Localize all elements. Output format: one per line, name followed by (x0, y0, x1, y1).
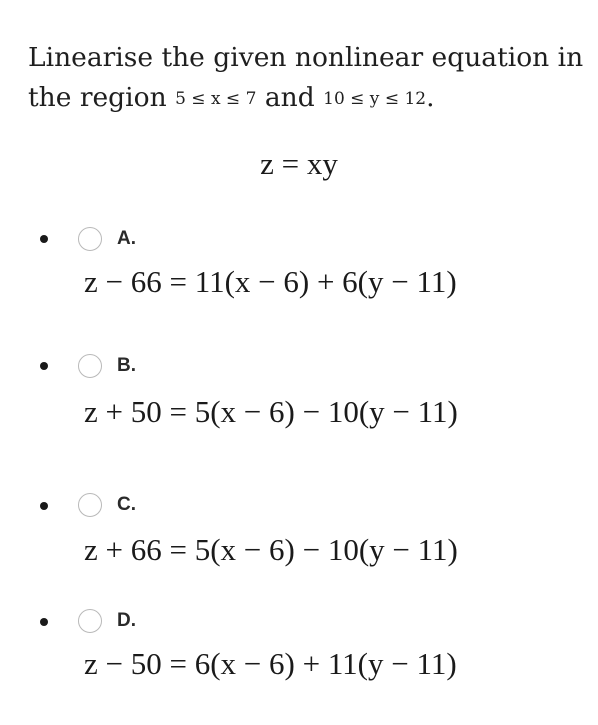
question-and: and (264, 82, 315, 113)
option-d-radio[interactable] (78, 609, 102, 633)
region-x-range: 5 ≤ x ≤ 7 (175, 89, 257, 109)
question-line-2 (28, 78, 584, 119)
question-region-label: the region (28, 82, 167, 113)
option-b-letter: B. (117, 355, 136, 376)
question-period: . (426, 82, 435, 113)
option-d-expression: z − 50 = 6(x − 6) + 11(y − 11) (84, 646, 457, 681)
option-d[interactable] (0, 604, 598, 714)
option-a-expression: z − 66 = 11(x − 6) + 6(y − 11) (84, 264, 457, 299)
option-b-expression: z + 50 = 5(x − 6) − 10(y − 11) (84, 394, 458, 429)
option-c-expression: z + 66 = 5(x − 6) − 10(y − 11) (84, 532, 458, 567)
option-a[interactable] (0, 222, 598, 332)
option-c-radio[interactable] (78, 493, 102, 517)
bullet-icon (40, 502, 48, 510)
option-c[interactable] (0, 488, 598, 598)
given-equation: z = xy (260, 146, 338, 181)
region-y-range: 10 ≤ y ≤ 12 (323, 89, 427, 109)
option-d-letter: D. (117, 610, 136, 631)
bullet-icon (40, 362, 48, 370)
question-line-1: Linearise the given nonlinear equation in (28, 42, 584, 73)
bullet-icon (40, 618, 48, 626)
question-text (28, 38, 584, 119)
option-a-letter: A. (117, 228, 136, 249)
option-a-radio[interactable] (78, 227, 102, 251)
option-c-letter: C. (117, 494, 136, 515)
bullet-icon (40, 235, 48, 243)
option-b[interactable] (0, 348, 598, 458)
option-b-radio[interactable] (78, 354, 102, 378)
